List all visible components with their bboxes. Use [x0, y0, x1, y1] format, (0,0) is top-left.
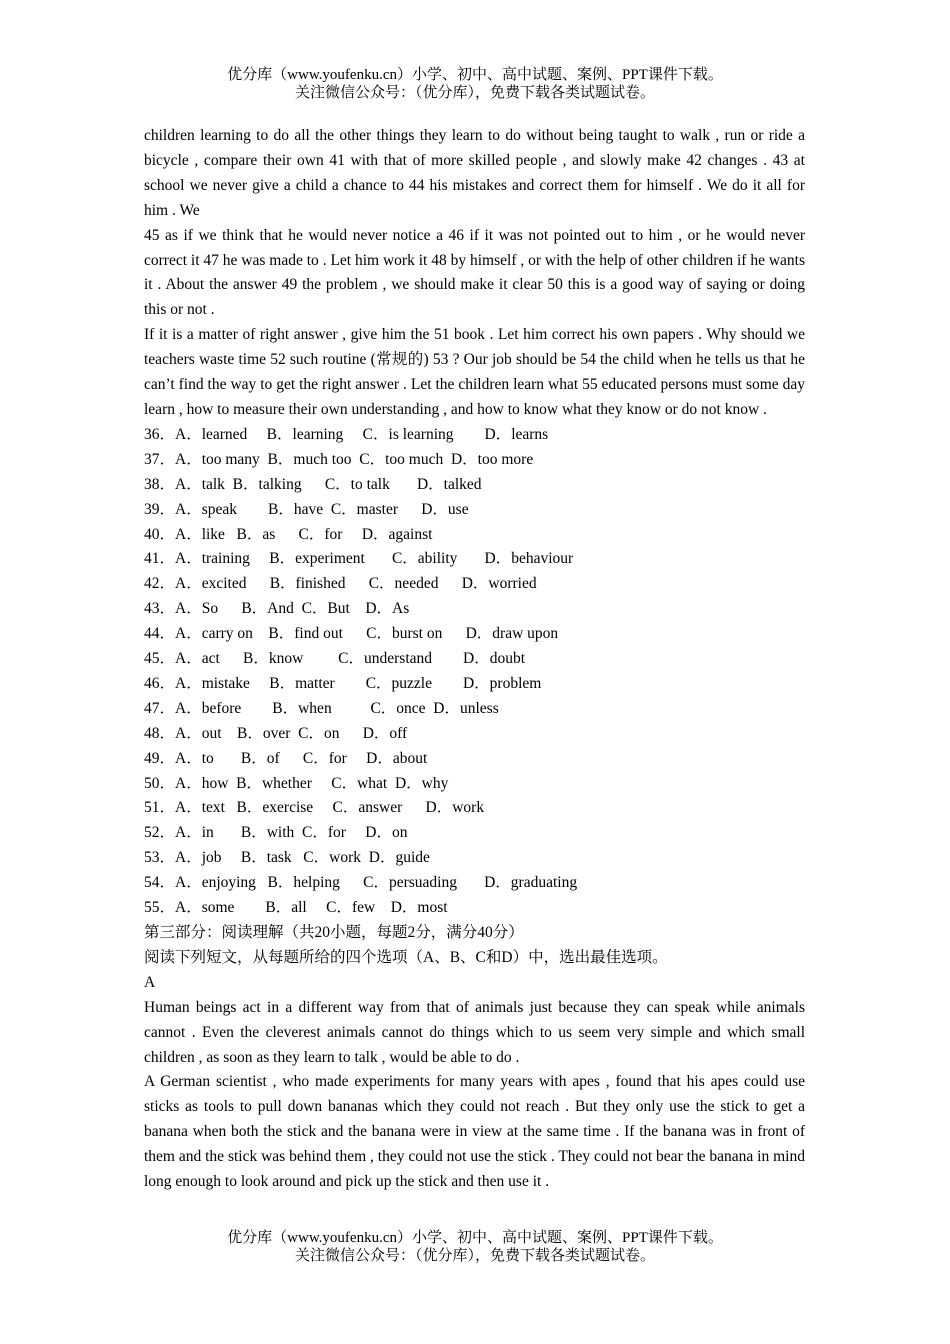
question-41: 41．A．training B．experiment C．ability D．behaviour	[144, 550, 574, 568]
question-42: 42．A．excited B．finished C．needed D．worried	[144, 575, 537, 593]
question-49: 49．A．to B．of C．for D．about	[144, 749, 428, 767]
question-40: 40．A．like B．as C．for D．against	[144, 525, 433, 543]
passage-paragraph-1: Human beings act in a different way from that of animals just because they can speak while animals cannot . Even the cleverest animals cannot do things which to us seem very simple and which small children , as soon as they learn to talk , would be able to do .	[144, 998, 805, 1066]
page-content	[144, 124, 805, 1195]
question-47: 47．A．before B．when C．once D．unless	[144, 699, 499, 717]
question-list	[144, 423, 805, 921]
section-3-title: 第三部分：阅读理解（共20小题，每题2分，满分40分）	[144, 924, 524, 941]
page-footer	[0, 1229, 950, 1265]
question-36: 36．A．learned B．learning C．is learning D．learns	[144, 425, 549, 443]
question-55: 55．A．some B．all C．few D．most	[144, 899, 448, 917]
cloze-paragraph-2: 45 as if we think that he would never notice a 46 if it was not pointed out to him , or he would never correct it 47 he was made to . Let him work it 48 by himself , or with the help of other children if he wants it . About the answer 49 the problem , we should make it clear 50 this is a good way of saying or doing this or not .	[144, 226, 805, 319]
question-50: 50．A．how B．whether C．what D．why	[144, 774, 449, 792]
header-line-2: 关注微信公众号：（优分库），免费下载各类试题试卷。	[294, 85, 655, 101]
question-52: 52．A．in B．with C．for D．on	[144, 824, 408, 842]
cloze-paragraph-1: children learning to do all the other things they learn to do without being taught to walk , run or ride a bicycle , compare their own 41 with that of more skilled people , and slowly make 42 changes . 43 at school we never give a child a chance to 44 his mistakes and correct them for himself . We do it all for him . We	[144, 127, 805, 219]
question-53: 53．A．job B．task C．work D．guide	[144, 849, 430, 867]
header-line-1: 优分库（www.youfenku.cn）小学、初中、高中试题、案例、PPT课件下载。	[227, 67, 723, 83]
question-48: 48．A．out B．over C．on D．off	[144, 724, 408, 742]
cloze-paragraph-3: If it is a matter of right answer , give him the 51 book . Let him correct his own papers . Why should we teachers waste time 52 such routine (常规的) 53 ? Our job should be 54 the child when he tells us that he can’t find the way to get the right answer . Let the children learn what 55 educated persons must some day learn , how to measure their own understanding , and how to know what they know or do not know .	[144, 326, 805, 418]
passage-paragraph-2: A German scientist , who made experiments for many years with apes , found that his apes could use sticks as tools to pull down bananas which they could not reach . But they only use the stick to get a banana when both the stick and the banana were in view at the same time . If the banana was in front of them and the stick was behind them , they could not use the stick . They could not bear the banana in mind long enough to look around and pick up the stick and then use it .	[144, 1073, 805, 1191]
passage-label: A	[144, 973, 156, 991]
footer-line-1: 优分库（www.youfenku.cn）小学、初中、高中试题、案例、PPT课件下载。	[227, 1230, 723, 1246]
question-37: 37．A．too many B．much too C．too much D．too more	[144, 450, 534, 468]
section-3-instruction: 阅读下列短文，从每题所给的四个选项（A、B、C和D）中，选出最佳选项。	[144, 948, 668, 966]
page-header	[0, 66, 950, 102]
question-51: 51．A．text B．exercise C．answer D．work	[144, 799, 485, 817]
question-46: 46．A．mistake B．matter C．puzzle D．problem	[144, 674, 542, 692]
question-44: 44．A．carry on B．find out C．burst on D．draw upon	[144, 625, 559, 643]
footer-line-2: 关注微信公众号：（优分库），免费下载各类试题试卷。	[294, 1248, 655, 1264]
question-38: 38．A．talk B．talking C．to talk D．talked	[144, 475, 482, 493]
question-45: 45．A．act B．know C．understand D．doubt	[144, 650, 526, 668]
question-39: 39．A．speak B．have C．master D．use	[144, 500, 469, 518]
question-43: 43．A．So B．And C．But D．As	[144, 600, 410, 618]
question-54: 54．A．enjoying B．helping C．persuading D．graduating	[144, 874, 578, 892]
